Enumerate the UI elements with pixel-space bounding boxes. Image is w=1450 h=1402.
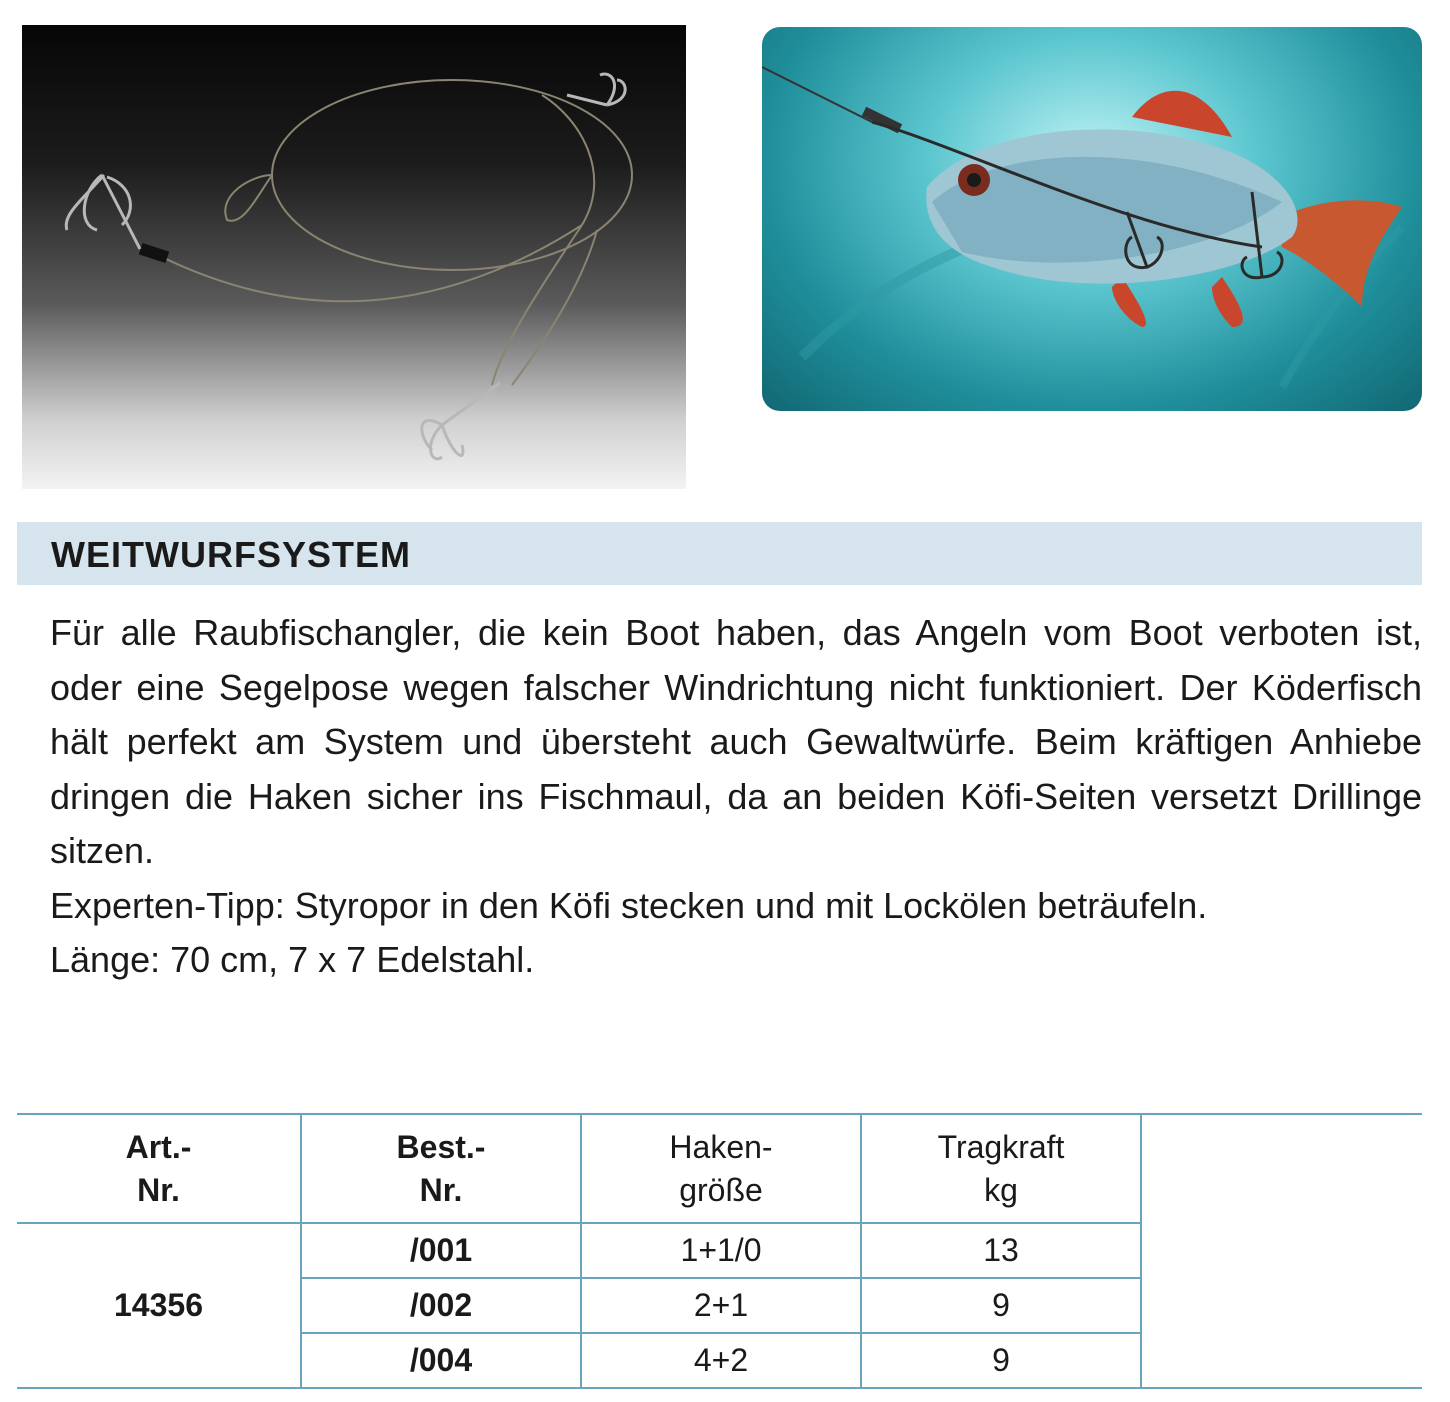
product-table: [17, 1113, 1422, 1389]
tragkraft-cell: 9: [861, 1278, 1141, 1333]
product-title: WEITWURFSYSTEM: [51, 534, 411, 575]
header-hakengroesse: Haken- größe: [581, 1114, 861, 1223]
header-tragkraft: Tragkraft kg: [861, 1114, 1141, 1223]
hakengroesse-cell: 2+1: [581, 1278, 861, 1333]
treble-hook-bottom-icon: [422, 383, 500, 459]
section-title-bar: [17, 522, 1422, 585]
best-nr-cell: /002: [301, 1278, 581, 1333]
art-nr-cell: 14356: [17, 1223, 301, 1388]
header-empty: [1141, 1114, 1422, 1223]
table-header-row: [17, 1114, 1422, 1223]
treble-hook-left-icon: [66, 175, 140, 249]
treble-hook-top-icon: [567, 74, 625, 105]
expert-tip: Experten-Tipp: Styropor in den Köfi stecken und mit Lockölen beträufeln.: [50, 884, 1208, 926]
product-description: [50, 606, 1422, 988]
bait-fish-illustration: [762, 27, 1422, 411]
hakengroesse-cell: 1+1/0: [581, 1223, 861, 1278]
best-nr-cell: /004: [301, 1333, 581, 1388]
description-text: Für alle Raubfischangler, die kein Boot haben, das Angeln vom Boot verboten ist, oder eine Segelpose wegen falscher Windrichtung nicht funktioniert. Der Köderfisch hält perfekt am System und übersteht auch Gewaltwürfe. Beim kräftigen Anhiebe dringen die Haken sicher ins Fischmaul, da an beiden Köfi-Seiten versetzt Drillinge sitzen.: [50, 612, 1422, 871]
table-row: [17, 1223, 1422, 1278]
header-art-nr: Art.- Nr.: [17, 1114, 301, 1223]
tragkraft-cell: 13: [861, 1223, 1141, 1278]
hakengroesse-cell: 4+2: [581, 1333, 861, 1388]
product-specs: Länge: 70 cm, 7 x 7 Edelstahl.: [50, 939, 535, 980]
best-nr-cell: /001: [301, 1223, 581, 1278]
product-photo-rig: [22, 25, 686, 489]
empty-cell: [1141, 1223, 1422, 1388]
tragkraft-cell: 9: [861, 1333, 1141, 1388]
header-best-nr: Best.- Nr.: [301, 1114, 581, 1223]
